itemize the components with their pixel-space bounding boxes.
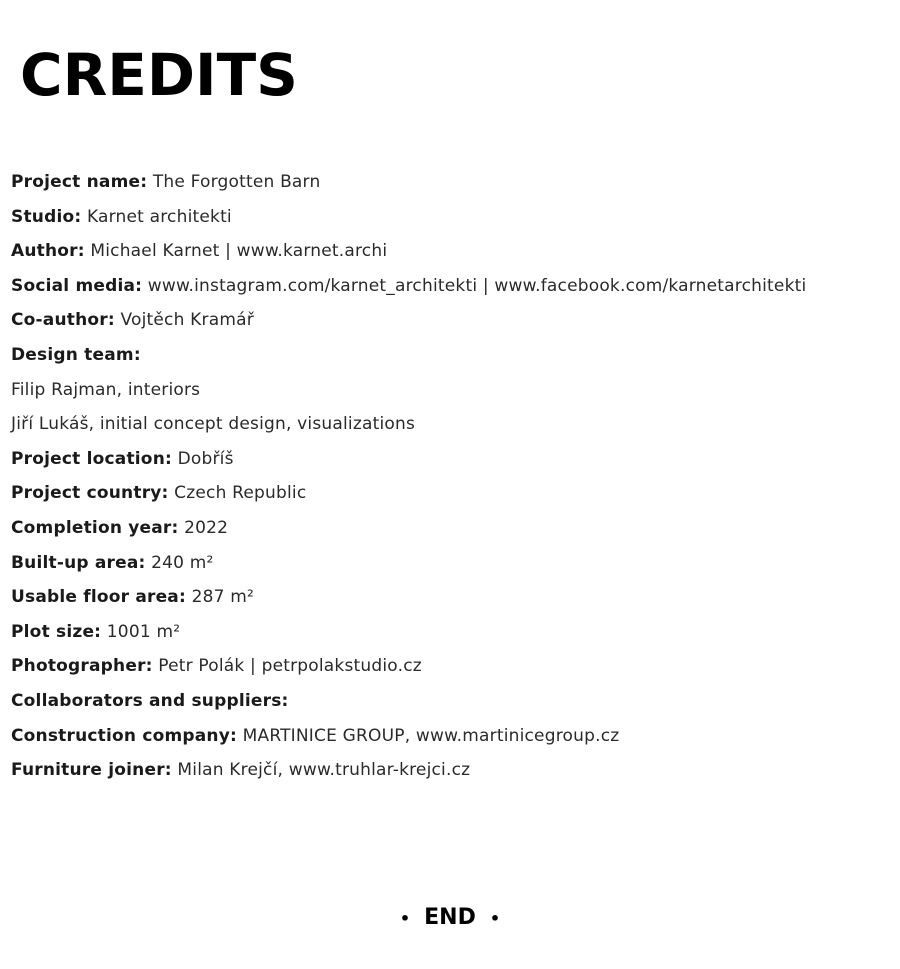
credits-list [11,168,806,791]
credit-label: Author: [11,241,85,262]
bullet-icon: • [399,908,411,928]
credit-row-project-name [11,168,806,203]
credit-value: www.instagram.com/karnet_architekti | www.facebook.com/karnetarchitekti [142,275,807,296]
credit-value: Karnet architekti [81,206,232,227]
credit-label: Completion year: [11,517,179,538]
credit-value: The Forgotten Barn [147,172,321,192]
credit-value: 1001 m² [101,621,181,642]
credit-row-design-team-member [11,376,806,411]
credit-label: Social media: [11,275,143,296]
credit-label: Design team: [11,344,141,365]
credit-row-design-team-member [11,410,806,445]
credit-row-collaborators [11,687,806,722]
credit-row-author [11,237,806,272]
credit-value: Filip Rajman, interiors [11,379,201,400]
credit-value: 2022 [178,517,229,538]
credit-row-co-author [11,306,806,341]
credit-row-project-country [11,479,806,514]
credit-row-built-up-area [11,549,806,584]
credit-row-studio [11,203,806,238]
bullet-icon: • [489,908,501,928]
credit-value: Czech Republic [168,483,307,504]
credit-row-construction-company [11,722,806,757]
credit-label: Project location: [11,448,172,469]
credit-value: MARTINICE GROUP, www.martinicegroup.cz [237,725,620,746]
credit-value: Vojtěch Kramář [114,310,254,331]
credit-label: Usable floor area: [11,587,186,608]
credit-label: Plot size: [11,621,102,642]
end-marker [0,905,900,930]
credit-row-project-location [11,445,806,480]
credit-row-completion-year [11,514,806,549]
credit-label: Co-author: [11,310,115,331]
credit-value: Jiří Lukáš, initial concept design, visualizations [11,414,416,435]
credit-label: Furniture joiner: [11,760,172,781]
credit-label: Project country: [11,483,169,504]
credit-value: Petr Polák | petrpolakstudio.cz [152,656,422,677]
credit-value: Dobříš [172,448,234,469]
credit-row-usable-floor-area [11,583,806,618]
credit-row-photographer [11,652,806,687]
credit-row-furniture-joiner [11,756,806,791]
credit-label: Project name: [11,172,148,192]
credit-value: 240 m² [145,552,214,573]
credit-label: Built-up area: [11,552,146,573]
credit-value: 287 m² [185,587,255,608]
credit-value: Milan Krejčí, www.truhlar-krejci.cz [171,760,471,781]
page-title: CREDITS [20,41,298,109]
credit-label: Studio: [11,206,82,227]
credit-label: Collaborators and suppliers: [11,690,289,711]
credit-row-social-media [11,272,806,307]
credit-value: Michael Karnet | www.karnet.archi [84,241,388,262]
credit-label: Photographer: [11,656,153,677]
credit-row-plot-size [11,618,806,653]
credit-row-design-team [11,341,806,376]
end-text: END [424,905,476,930]
credit-label: Construction company: [11,725,238,746]
